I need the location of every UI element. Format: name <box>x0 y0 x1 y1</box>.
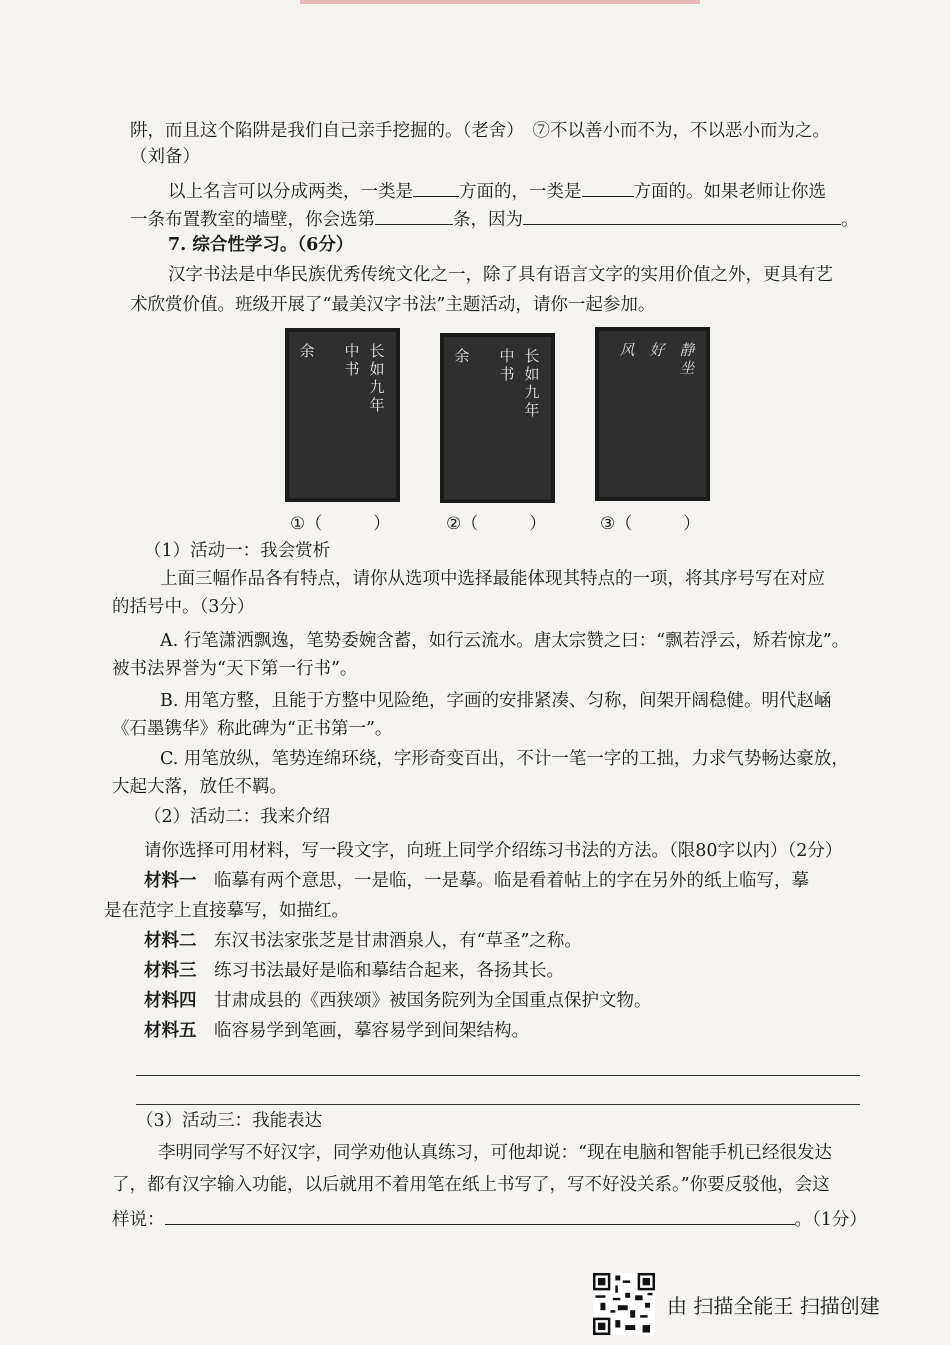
calligraphy-column: 余 <box>299 342 315 360</box>
answer-line[interactable] <box>136 1075 860 1076</box>
text-line <box>130 206 859 233</box>
text-line: 汉字书法是中华民族优秀传统文化之一，除了具有语言文字的实用价值之外，更具有艺 <box>168 265 833 285</box>
material-4 <box>144 988 652 1014</box>
scanner-watermark: 由 扫描全能王 扫描创建 <box>667 1294 880 1318</box>
text-span: 。（1分） <box>794 1210 867 1230</box>
text-span: 方面的，一类是 <box>459 182 582 202</box>
question-title: 7. 综合性学习。（6分） <box>168 235 354 255</box>
calligraphy-column: 余 <box>454 347 470 365</box>
calligraphy-column: 中书 <box>344 342 360 378</box>
material-label: 材料一 <box>144 871 197 891</box>
answer-blank[interactable] <box>413 178 459 197</box>
text-line: 大起大落，放任不羁。 <box>112 777 287 797</box>
material-text: 甘肃成县的《西狭颂》被国务院列为全国重点保护文物。 <box>214 991 652 1011</box>
text-line: 上面三幅作品各有特点，请你从选项中选择最能体现其特点的一项，将其序号写在对应 <box>160 569 825 589</box>
material-text: 练习书法最好是临和摹结合起来，各扬其长。 <box>214 961 564 981</box>
text-line: 李明同学写不好汉字，同学劝他认真练习，可他却说：“现在电脑和智能手机已经很发达 <box>158 1143 832 1163</box>
text-line: 《石墨镌华》称此碑为“正书第一”。 <box>112 719 393 739</box>
calligraphy-column: 长如九年 <box>524 347 540 419</box>
image-answer-slot-3[interactable]: ③（ ） <box>600 514 701 534</box>
calligraphy-image-3 <box>595 327 710 501</box>
answer-line[interactable] <box>136 1104 860 1105</box>
qr-code-icon <box>593 1273 655 1335</box>
text-line: 被书法界誉为“天下第一行书”。 <box>112 659 358 679</box>
option-a: A. 行笔潇洒飘逸，笔势委婉含蓄，如行云流水。唐太宗赞之曰：“飘若浮云，矫若惊龙”。 <box>160 631 850 651</box>
calligraphy-column: 长如九年 <box>369 342 385 414</box>
text-span: 一条布置教室的墙壁，你会选第 <box>130 210 375 230</box>
calligraphy-column: 好 <box>649 341 665 359</box>
answer-blank[interactable] <box>165 1206 795 1225</box>
material-5 <box>144 1018 529 1044</box>
activity-heading: （3）活动三：我能表达 <box>136 1111 323 1131</box>
material-text: 东汉书法家张芝是甘肃酒泉人，有“草圣”之称。 <box>214 931 582 951</box>
activity-heading: （2）活动二：我来介绍 <box>144 807 331 827</box>
material-label: 材料四 <box>144 991 197 1011</box>
calligraphy-column: 中书 <box>499 347 515 383</box>
text-span: 条，因为 <box>453 210 523 230</box>
image-answer-slot-1[interactable]: ①（ ） <box>290 514 391 534</box>
top-edge-mark <box>300 0 700 4</box>
answer-blank[interactable] <box>375 206 453 225</box>
text-line: 术欣赏价值。班级开展了“最美汉字书法”主题活动，请你一起参加。 <box>130 295 656 315</box>
material-3 <box>144 958 564 984</box>
text-span: 以上名言可以分成两类，一类是 <box>168 182 413 202</box>
material-label: 材料五 <box>144 1021 197 1041</box>
text-line <box>112 1206 867 1233</box>
material-label: 材料三 <box>144 961 197 981</box>
text-line: （刘备） <box>130 147 200 167</box>
material-label: 材料二 <box>144 931 197 951</box>
text-span: 样说： <box>112 1210 165 1230</box>
text-line: 是在范字上直接摹写，如描红。 <box>104 901 349 921</box>
calligraphy-image-1 <box>285 328 400 502</box>
option-c: C. 用笔放纵，笔势连绵环绕，字形奇变百出，不计一笔一字的工拙，力求气势畅达豪放， <box>160 749 849 769</box>
calligraphy-image-2 <box>440 333 555 503</box>
material-text: 临摹有两个意思，一是临，一是摹。临是看着帖上的字在另外的纸上临写，摹 <box>214 871 809 891</box>
material-text: 临容易学到笔画，摹容易学到间架结构。 <box>214 1021 529 1041</box>
text-line: 的括号中。（3分） <box>112 597 255 617</box>
text-line: 阱，而且这个陷阱是我们自己亲手挖掘的。（老舍） ⑦不以善小而不为，不以恶小而为之。 <box>130 121 830 141</box>
answer-blank[interactable] <box>582 178 634 197</box>
answer-blank[interactable] <box>523 206 841 225</box>
text-span: 。 <box>841 210 859 230</box>
material-2 <box>144 928 582 954</box>
image-answer-slot-2[interactable]: ②（ ） <box>446 514 547 534</box>
calligraphy-column: 风 <box>619 341 635 359</box>
option-b: B. 用笔方整，且能于方整中见险绝，字画的安排紧凑、匀称，间架开阔稳健。明代赵崡 <box>160 691 832 711</box>
calligraphy-column: 静坐 <box>679 341 695 377</box>
material-1 <box>144 868 809 894</box>
activity-heading: （1）活动一：我会赏析 <box>144 541 331 561</box>
text-line <box>168 178 826 205</box>
text-span: 方面的。如果老师让你选 <box>633 182 826 202</box>
text-line: 请你选择可用材料，写一段文字，向班上同学介绍练习书法的方法。（限80字以内）（2分） <box>144 841 843 861</box>
text-line: 了，都有汉字输入功能，以后就用不着用笔在纸上书写了，写不好没关系。”你要反驳他，会这 <box>112 1175 830 1195</box>
